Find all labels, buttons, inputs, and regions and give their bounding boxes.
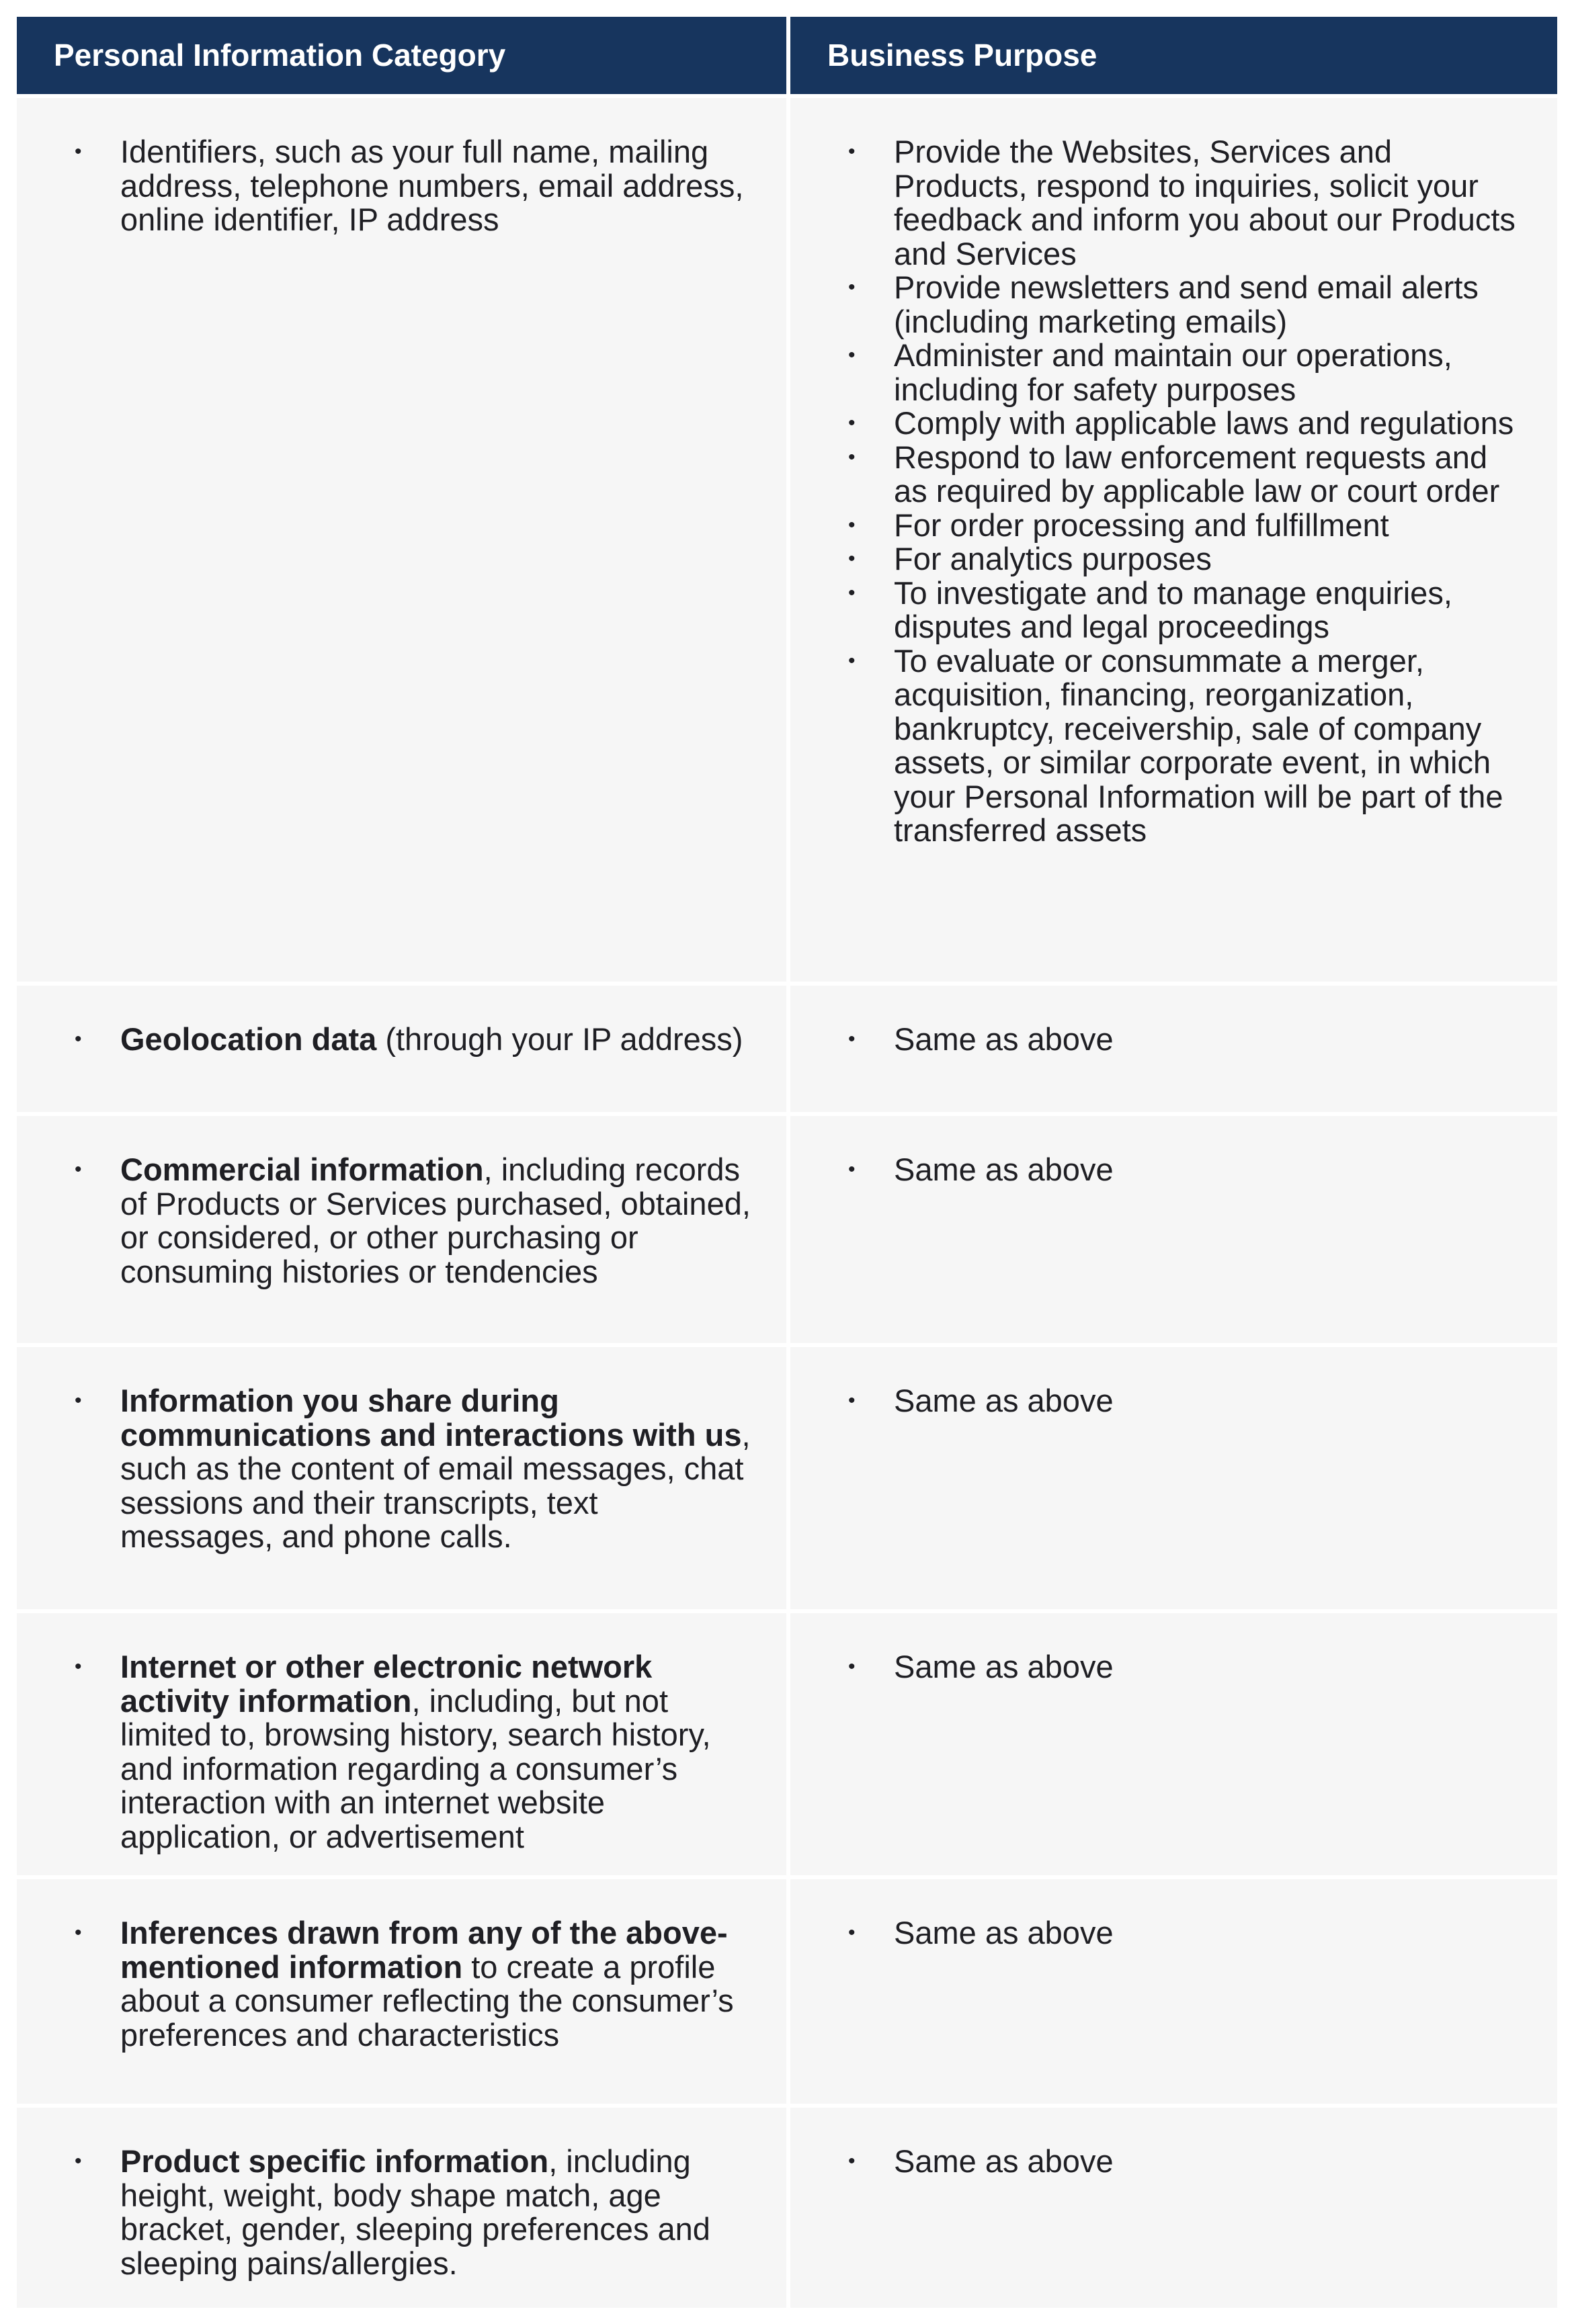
purpose-list xyxy=(828,1153,1524,1187)
bullet-icon: • xyxy=(848,412,856,434)
category-cell xyxy=(17,2108,786,2308)
list-item: • To investigate and to manage enquiries, disputes and legal proceedings xyxy=(848,574,1452,644)
bullet-icon: • xyxy=(848,1028,856,1050)
list-item: • Administer and maintain our operations, including for safety purposes xyxy=(848,337,1452,407)
list-item: • Provide newsletters and send email alerts (including marketing emails) xyxy=(848,269,1479,339)
list-item: • Commercial information, including records of Products or Services purchased, obtained, or considered, or other purchasing or consuming histories or tendencies xyxy=(75,1152,751,1289)
purpose-cell xyxy=(790,1879,1557,2104)
bullet-icon: • xyxy=(75,1655,82,1678)
bullet-icon: • xyxy=(75,1158,82,1180)
purpose-cell xyxy=(790,98,1557,982)
header-purpose: Business Purpose xyxy=(790,17,1557,94)
bullet-icon: • xyxy=(848,140,856,163)
bullet-icon: • xyxy=(75,2150,82,2172)
category-list xyxy=(54,1153,753,1289)
bullet-icon: • xyxy=(75,1028,82,1050)
category-list xyxy=(54,135,753,237)
list-item: • For analytics purposes xyxy=(848,541,1212,576)
bullet-icon: • xyxy=(848,548,856,570)
bullet-icon: • xyxy=(848,276,856,298)
bullet-icon: • xyxy=(848,513,856,536)
list-item: • Comply with applicable laws and regulations xyxy=(848,405,1514,441)
category-cell xyxy=(17,1116,786,1343)
category-list xyxy=(54,1916,753,2052)
bullet-icon: • xyxy=(848,649,856,672)
category-list xyxy=(54,1650,753,1854)
category-list xyxy=(54,2145,753,2280)
list-item: • For order processing and fulfillment xyxy=(848,507,1389,543)
list-item: • Respond to law enforcement requests and as required by applicable law or court order xyxy=(848,439,1500,509)
list-item: • Same as above xyxy=(848,2143,1114,2179)
bullet-icon: • xyxy=(75,1922,82,1944)
purpose-list xyxy=(828,2145,1524,2179)
bullet-icon: • xyxy=(848,1922,856,1944)
list-item: • Same as above xyxy=(848,1383,1114,1418)
list-item: • Inferences drawn from any of the above-mentioned information to create a profile about a consumer reflecting the consumer’s preferences and characteristics xyxy=(75,1915,734,2053)
purpose-list xyxy=(828,135,1524,848)
header-category: Personal Information Category xyxy=(17,17,786,94)
list-item: • Same as above xyxy=(848,1915,1114,1950)
purpose-cell xyxy=(790,2108,1557,2308)
purpose-list xyxy=(828,1916,1524,1950)
purpose-cell xyxy=(790,1116,1557,1343)
bullet-icon: • xyxy=(75,140,82,163)
bullet-icon: • xyxy=(848,2150,856,2172)
bullet-icon: • xyxy=(848,344,856,366)
bullet-icon: • xyxy=(848,445,856,468)
list-item: • Same as above xyxy=(848,1021,1114,1057)
purpose-list xyxy=(828,1650,1524,1684)
purpose-list xyxy=(828,1023,1524,1057)
bullet-icon: • xyxy=(848,581,856,604)
list-item: • Same as above xyxy=(848,1152,1114,1187)
category-cell xyxy=(17,1347,786,1609)
list-item: • Product specific information, including height, weight, body shape match, age bracket, gender, sleeping preferences and sleeping pains/allergies. xyxy=(75,2143,710,2281)
bullet-icon: • xyxy=(75,1389,82,1412)
list-item: • Information you share during communications and interactions with us, such as the content of email messages, chat sessions and their transcripts, text messages, and phone calls. xyxy=(75,1383,751,1554)
bullet-icon: • xyxy=(848,1158,856,1180)
category-list xyxy=(54,1023,753,1057)
bullet-icon: • xyxy=(848,1389,856,1412)
list-item: • Same as above xyxy=(848,1649,1114,1684)
purpose-cell xyxy=(790,1613,1557,1875)
purpose-cell xyxy=(790,986,1557,1112)
data-table xyxy=(17,17,1557,2308)
category-cell xyxy=(17,98,786,982)
category-cell xyxy=(17,1879,786,2104)
category-cell xyxy=(17,1613,786,1875)
bullet-icon: • xyxy=(848,1655,856,1678)
purpose-list xyxy=(828,1384,1524,1418)
category-cell xyxy=(17,986,786,1112)
category-list xyxy=(54,1384,753,1554)
list-item: • Provide the Websites, Services and Products, respond to inquiries, solicit your feedback and inform you about our Products and Services xyxy=(848,134,1516,271)
list-item: • Internet or other electronic network activity information, including, but not limited to, browsing history, search history, and information regarding a consumer’s interaction with an internet website application, or advertisement xyxy=(75,1649,711,1854)
list-item: • Geolocation data (through your IP address) xyxy=(75,1021,743,1057)
purpose-cell xyxy=(790,1347,1557,1609)
list-item: • To evaluate or consummate a merger, acquisition, financing, reorganization, bankruptcy, receivership, sale of company assets, or similar corporate event, in which your Personal Information will be part of the transferred assets xyxy=(848,642,1503,848)
list-item: • Identifiers, such as your full name, mailing address, telephone numbers, email address, online identifier, IP address xyxy=(75,134,744,237)
